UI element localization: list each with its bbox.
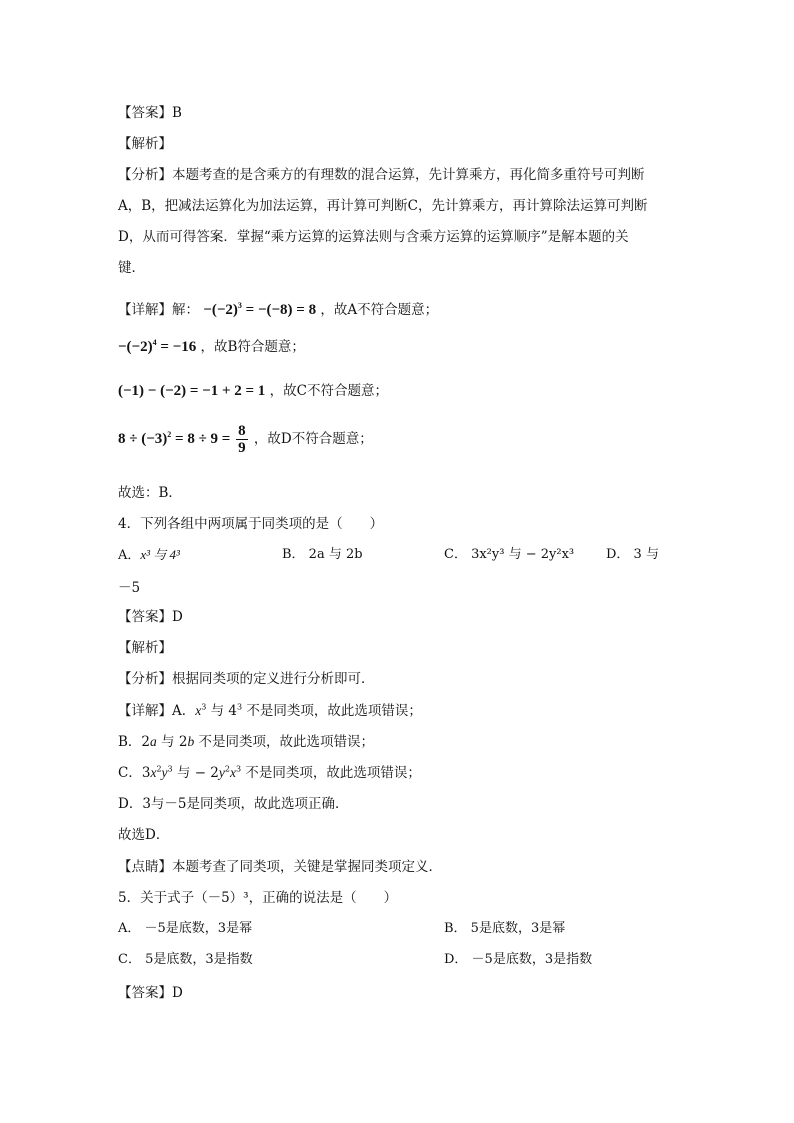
q4-analysis-title: 【解析】 [118,640,172,656]
equation-c-note: ，故C不符合题意； [269,383,388,399]
q4-detail-d: D．3与－5是同类项，故此选项正确． [118,796,349,812]
q4-detail-b: B．2a 与 2b 不是同类项，故此选项错误； [118,734,374,750]
q4-choose: 故选D． [118,827,170,843]
q3-answer: 【答案】B [118,105,182,121]
q3-detail-a [118,300,438,320]
q3-detail-b [118,337,305,357]
equation-a-note: ，故A不符合题意； [320,302,439,318]
equation-a: $-(-2)^3 = -(-8) = 8$ [203,301,317,318]
q3-analysis-title: 【解析】 [118,136,172,152]
q3-detail-d [118,422,373,456]
q3-choose: 故选：B． [118,485,182,501]
q3-fenxi-line-3: D，从而可得答案．掌握“乘方运算的运算法则与含乘方运算的运算顺序”是解本题的关 [118,229,629,245]
q4-option-d-cont: －5 [118,580,141,596]
q4-detail-a: 【详解】A．$x^3$ 与 $4^3$ 不是同类项，故此选项错误； [118,702,422,719]
fraction-8-9: $\frac{8}{9}$ [238,423,246,456]
q4-option-d: D． 3 与 [606,547,659,562]
equation-c: (−1) − (−2) = −1 + 2 = 1 [118,383,266,399]
q4-detail-c: C．$3x^2y^3$ 与 − $2y^2x^3$ 不是同类项，故此选项错误； [118,764,421,781]
q5-option-a: A． －5是底数，3是幂 [118,921,253,936]
q3-fenxi-line-2: A，B，把减法运算化为加法运算，再计算可判断C，先计算乘方，再计算除法运算可判断 [118,198,648,214]
q5-answer: 【答案】D [118,985,183,1001]
q4-dianjing: 【点睛】本题考查了同类项，关键是掌握同类项定义． [118,859,442,875]
q3-detail-c [118,381,388,401]
q3-fenxi-line-1: 【分析】本题考查的是含乘方的有理数的混合运算，先计算乘方，再化简多重符号可判断 [118,167,645,183]
q4-fenxi: 【分析】根据同类项的定义进行分析即可． [118,671,375,687]
equation-b: $-(-2)^4 = -16$ [118,338,197,355]
equation-d: $8 \div (-3)^2 = 8 \div 9$ = [118,430,235,447]
q5-option-c: C． 5是底数，3是指数 [118,952,253,967]
q3-fenxi-line-4: 键． [118,260,145,276]
q4-option-b: B． 2a 与 2b [282,547,363,562]
q4-option-c: C． 3x²y³ 与 − 2y²x³ [444,547,575,562]
q4-stem: 4．下列各组中两项属于同类项的是（ ） [118,516,384,532]
equation-b-note: ，故B符合题意； [200,339,305,355]
q5-stem: 5．关于式子（－5）³，正确的说法是（ ） [118,890,398,906]
xiangjie-label: 【详解】解： [118,302,199,318]
equation-d-note: ，故D不符合题意； [253,431,373,447]
q4-option-a: A．x³ 与 4³ [118,547,180,563]
q4-answer: 【答案】D [118,609,183,625]
q5-option-b: B． 5是底数，3是幂 [444,921,566,936]
q5-option-d: D． －5是底数，3是指数 [444,952,593,967]
